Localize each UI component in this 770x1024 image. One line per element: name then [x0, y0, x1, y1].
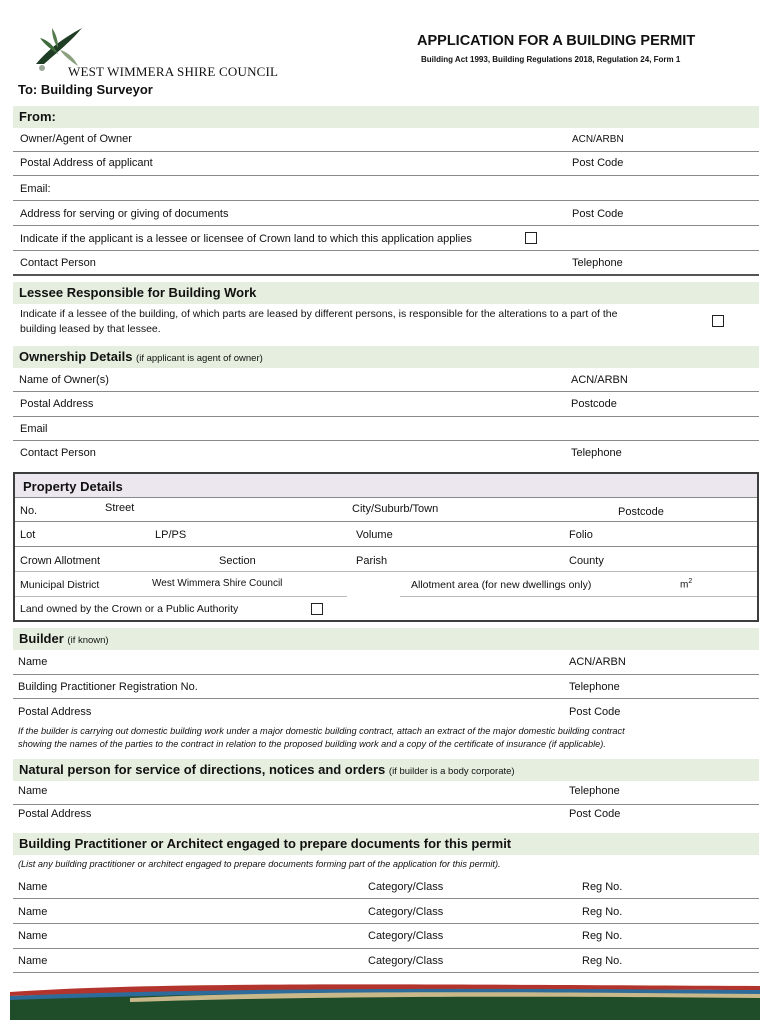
field-label: Post Code [572, 208, 624, 220]
field-owner-name[interactable] [13, 368, 759, 392]
field-label: Category/Class [368, 881, 444, 893]
section-heading: Builder [19, 631, 64, 646]
field-label: Post Code [572, 157, 624, 169]
footer-banner [10, 978, 760, 1020]
field-contact-person[interactable] [13, 252, 759, 276]
field-owner-contact[interactable] [13, 442, 759, 466]
field-label: Name [18, 881, 48, 893]
area-unit-m: m [680, 579, 689, 591]
field-crown-allotment[interactable] [15, 547, 757, 572]
field-label: County [569, 555, 604, 567]
field-label: Email [20, 423, 48, 435]
field-label: ACN/ARBN [569, 656, 626, 668]
field-label: Telephone [569, 785, 620, 797]
field-natural-name[interactable] [13, 781, 759, 805]
field-label: Category/Class [368, 906, 444, 918]
field-label: ACN/ARBN [571, 374, 628, 386]
field-label: Post Code [569, 706, 621, 718]
section-from [13, 106, 759, 128]
field-builder-registration[interactable] [13, 675, 759, 699]
practitioner-row[interactable] [13, 875, 759, 899]
field-label: Owner/Agent of Owner [20, 133, 132, 145]
builder-note-line2: showing the names of the parties to the contract in relation to the proposed building work and a copy of the certificate of insurance (if applicable). [18, 739, 606, 749]
section-heading: Property Details [23, 479, 123, 494]
field-builder-name[interactable] [13, 651, 759, 675]
section-note: (if known) [67, 635, 109, 646]
crown-public-checkbox[interactable] [311, 603, 323, 615]
field-email[interactable] [13, 177, 759, 201]
crown-land-checkbox[interactable] [525, 232, 537, 244]
section-note: (if builder is a body corporate) [388, 766, 515, 777]
field-label: Email: [20, 183, 51, 195]
practitioner-row[interactable] [13, 900, 759, 924]
section-builder [13, 628, 759, 650]
field-label: Postal Address [18, 706, 92, 718]
builder-note-line1: If the builder is carrying out domestic building work under a major domestic building contract, attach an extract of the major domestic building contract [18, 726, 625, 736]
field-builder-postal[interactable] [13, 700, 759, 722]
field-label: ACN/ARBN [572, 134, 624, 145]
field-label: Post Code [569, 808, 621, 820]
field-label: Postal Address [20, 398, 94, 410]
field-label: Reg No. [582, 955, 623, 967]
field-natural-postal[interactable] [13, 805, 759, 827]
field-label: Name [18, 785, 48, 797]
field-label: Reg No. [582, 930, 623, 942]
lessee-text-line1: Indicate if a lessee of the building, of which parts are leased by different persons, is responsible for the alterations to a part of the [20, 308, 618, 320]
form-subtitle: Building Act 1993, Building Regulations 2018, Regulation 24, Form 1 [421, 55, 681, 64]
section-natural-person [13, 759, 759, 781]
municipal-district-label: Municipal District [20, 579, 100, 591]
field-label: Postal Address of applicant [20, 157, 153, 169]
field-label: Reg No. [582, 881, 623, 893]
field-label: Telephone [572, 257, 623, 269]
field-label: Parish [356, 555, 388, 567]
field-label: Lot [20, 529, 36, 541]
section-heading: Ownership Details [19, 349, 133, 364]
field-street[interactable] [15, 498, 757, 522]
field-owner-agent[interactable] [13, 128, 759, 152]
field-label: Telephone [571, 447, 622, 459]
section-note: (if applicant is agent of owner) [136, 353, 263, 364]
section-heading: Building Practitioner or Architect engaged to prepare documents for this permit [19, 836, 512, 851]
field-label: Contact Person [20, 447, 96, 459]
section-heading: Lessee Responsible for Building Work [19, 285, 257, 300]
practitioner-row[interactable] [13, 949, 759, 973]
field-label: Indicate if the applicant is a lessee or licensee of Crown land to which this application applies [20, 233, 472, 245]
section-practitioner [13, 833, 759, 855]
field-address-serving[interactable] [13, 202, 759, 226]
field-label: Reg No. [582, 906, 623, 918]
field-label: Postcode [618, 506, 664, 518]
field-label: Crown Allotment [20, 555, 101, 567]
crown-public-label: Land owned by the Crown or a Public Authority [20, 603, 239, 615]
form-title: APPLICATION FOR A BUILDING PERMIT [417, 33, 696, 49]
field-label: Volume [356, 529, 393, 541]
field-owner-email[interactable] [13, 417, 759, 441]
divider [400, 596, 757, 597]
council-name: WEST WIMMERA SHIRE COUNCIL [68, 64, 279, 79]
section-lessee [13, 282, 759, 304]
field-label: Category/Class [368, 930, 444, 942]
field-crown-land [13, 227, 759, 251]
field-label: Address for serving or giving of documents [20, 208, 229, 220]
section-heading: Natural person for service of directions, notices and orders [19, 762, 386, 777]
lessee-text-line2: building leased by that lessee. [20, 323, 161, 335]
field-label: Contact Person [20, 257, 96, 269]
property-details-box [13, 472, 759, 622]
divider [15, 596, 347, 597]
field-label: Section [219, 555, 256, 567]
area-unit [680, 578, 692, 590]
field-label: City/Suburb/Town [352, 503, 439, 515]
field-label: Category/Class [368, 955, 444, 967]
area-unit-sup: 2 [688, 578, 693, 585]
field-label: Name of Owner(s) [19, 374, 109, 386]
field-label: Street [105, 502, 135, 514]
field-label: Name [18, 955, 48, 967]
field-label: Name [18, 906, 48, 918]
allotment-area-label: Allotment area (for new dwellings only) [411, 579, 592, 591]
property-header [15, 474, 757, 498]
section-heading: From: [19, 109, 56, 124]
to-line: To: Building Surveyor [18, 82, 153, 97]
section-ownership [13, 346, 759, 368]
municipal-district-value: West Wimmera Shire Council [152, 578, 283, 589]
field-label: Name [18, 656, 48, 668]
field-label: Building Practitioner Registration No. [18, 681, 198, 693]
field-label: Postal Address [18, 808, 92, 820]
field-label: No. [20, 505, 38, 517]
field-label: Telephone [569, 681, 620, 693]
field-label: LP/PS [155, 529, 187, 541]
practitioner-note: (List any building practitioner or architect engaged to prepare documents forming part of the application for this permit). [18, 859, 501, 869]
lessee-checkbox[interactable] [712, 315, 724, 327]
field-postal-address[interactable] [13, 152, 759, 176]
field-owner-postal[interactable] [13, 393, 759, 417]
field-label: Postcode [571, 398, 617, 410]
field-label: Folio [569, 529, 593, 541]
practitioner-row[interactable] [13, 925, 759, 949]
field-label: Name [18, 930, 48, 942]
field-lot[interactable] [15, 522, 757, 547]
